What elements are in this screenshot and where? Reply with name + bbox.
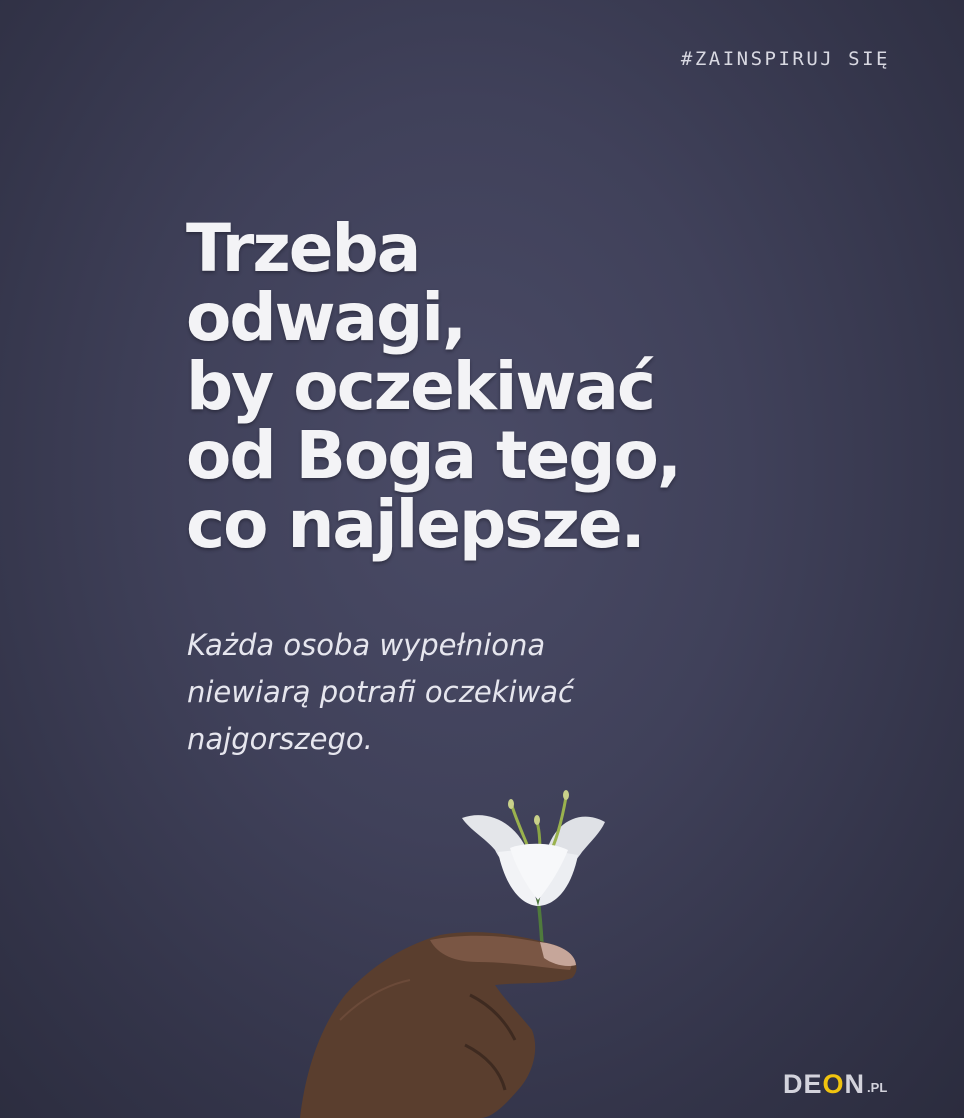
logo-accent-letter: O <box>822 1069 845 1099</box>
flower-icon <box>462 790 605 944</box>
hashtag-label: #ZAINSPIRUJ SIĘ <box>680 48 890 70</box>
quote-line: co najlepsze. <box>186 486 644 563</box>
hand-icon <box>300 932 577 1118</box>
quote-line: od Boga tego, <box>186 417 680 494</box>
quote-line: Trzeba <box>186 210 420 287</box>
quote-line: by oczekiwać <box>186 348 655 425</box>
subtitle-line: Każda osoba wypełniona <box>187 628 546 662</box>
quote-line: odwagi, <box>186 279 466 356</box>
subtitle-line: najgorszego. <box>187 722 373 756</box>
deon-logo <box>783 1063 887 1099</box>
subtitle-line: niewiarą potrafi oczekiwać <box>187 675 574 709</box>
logo-domain: .PL <box>867 1080 888 1095</box>
logo-wordmark: DEON <box>783 1069 866 1099</box>
